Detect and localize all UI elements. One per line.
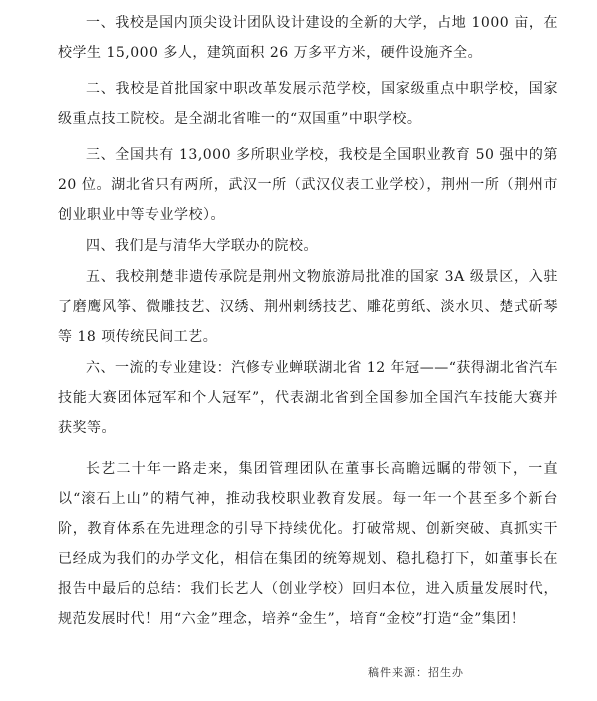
paragraph-2: 二、我校是首批国家中职改革发展示范学校，国家级重点中职学校，国家级重点技工院校。是全湖北省唯一的“双国重”中职学校。 [58,81,558,127]
paragraph-4: 四、我们是与清华大学联办的院校。 [86,238,318,254]
source-credit: 稿件来源：招生办 [368,666,464,679]
paragraph-3: 三、全国共有 13,000 多所职业学校，我校是全国职业教育 50 强中的第 20 位。湖北省只有两所，武汉一所（武汉仪表工业学校），荆州一所（荆州市创业职业中等专业学校）。 [58,147,558,223]
paragraph-6: 六、一流的专业建设：汽修专业蝉联湖北省 12 年冠——“获得湖北省汽车技能大赛团体冠军和个人冠军”，代表湖北省到全国参加全国汽车技能大赛并获奖等。 [58,360,558,436]
paragraph-7: 长艺二十年一路走来，集团管理团队在董事长高瞻远瞩的带领下，一直以“滚石上山”的精气神，推动我校职业教育发展。每一年一个甚至多个新台阶，教育体系在先进理念的引导下持续优化。打破常规、创新突破、真抓实干已经成为我们的办学文化，相信在集团的统筹规划、稳扎稳打下，如董事长在报告中最后的总结：我们长艺人（创业学校）回归本位，进入质量发展时代，规范发展时代！用“六金”理念，培养“金生”，培育“金校”打造“金”集团！ [58,461,558,627]
paragraph-1: 一、我校是国内顶尖设计团队设计建设的全新的大学，占地 1000 亩，在校学生 15,000 多人，建筑面积 26 万多平方米，硬件设施齐全。 [58,15,558,61]
paragraph-5: 五、我校荆楚非遗传承院是荆州文物旅游局批准的国家 3A 级景区，入驻了磨鹰风筝、微雕技艺、汉绣、荆州剌绣技艺、雕花剪纸、淡水贝、楚式斫琴等 18 项传统民间工艺。 [58,269,558,345]
